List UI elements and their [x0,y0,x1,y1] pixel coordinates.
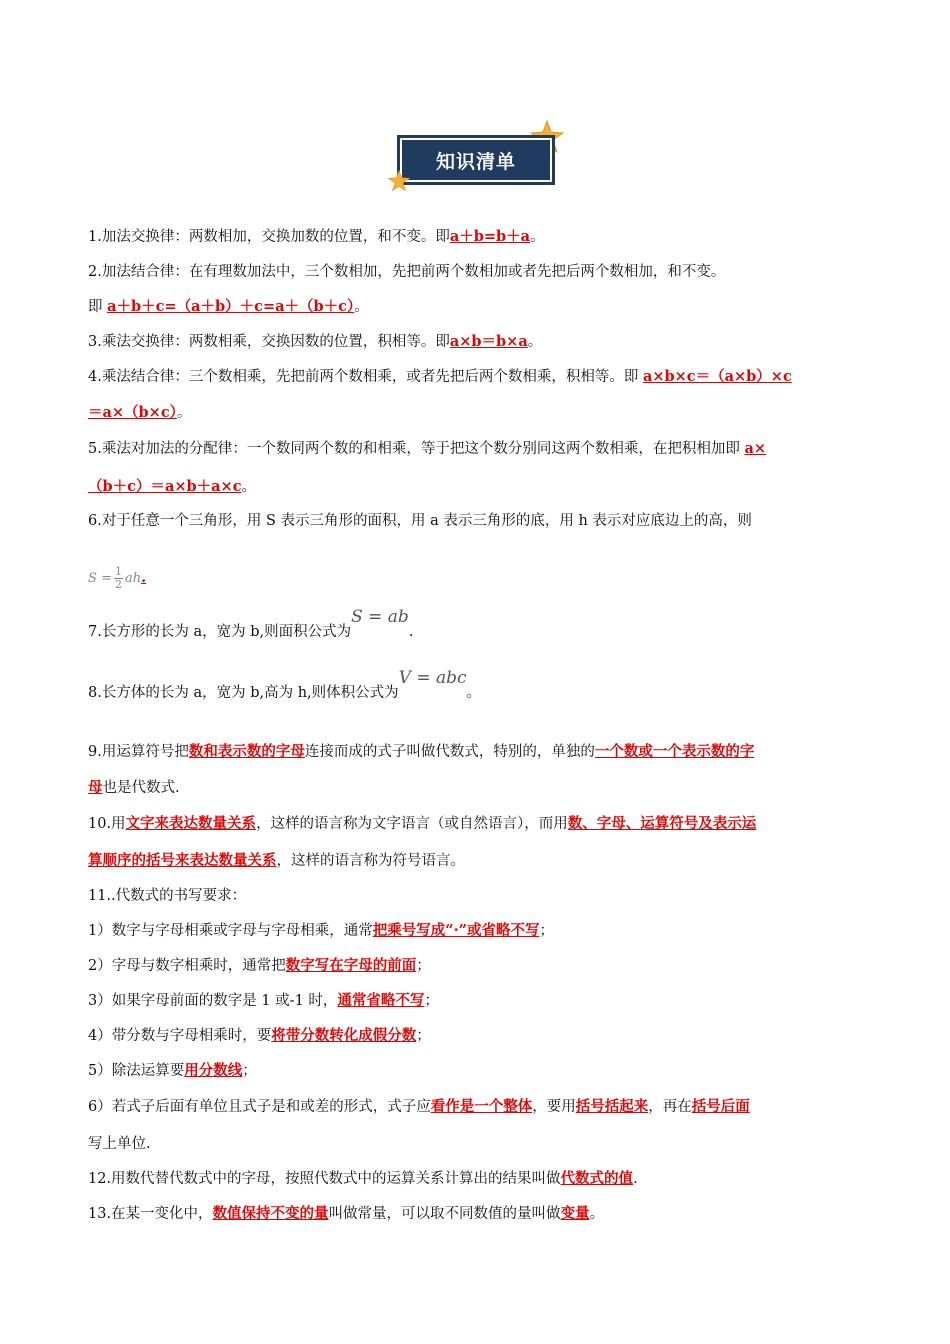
item-3: 3.乘法交换律：两数相乘，交换因数的位置，积相等。即a×b＝b×a。 [88,333,543,350]
cuboid-volume-formula: V = abc [398,668,467,688]
item-5-cont: （b＋c）＝a×b＋a×c。 [88,478,257,495]
item-1: 1.加法交换律：两数相加，交换加数的位置，和不变。即a＋b=b＋a。 [88,228,545,245]
item-5: 5.乘法对加法的分配律：一个数同两个数的和相乘，等于把这个数分别同这两个数相乘，在把积相加即 a× [88,440,766,457]
item-8: 8.长方体的长为 a，宽为 b,高为 h,则体积公式为V = abc。 [88,668,482,701]
item-13: 13.在某一变化中，数值保持不变的量叫做常量，可以取不同数值的量叫做变量。 [88,1205,605,1222]
item-10: 10.用文字来表达数量关系，这样的语言称为文字语言（或自然语言），而用数、字母、运算符号及表示运 [88,815,757,832]
rule-4: 4）带分数与字母相乘时，要将带分数转化成假分数； [88,1027,431,1044]
item-6-formula: S = $\frac{1}{2}$ ah. [88,565,147,591]
item-9-cont: 母也是代数式. [88,779,180,796]
star-icon [388,170,410,192]
section-banner [388,120,566,194]
banner-title: 知识清单 [435,150,516,173]
banner-box [400,138,552,182]
item-11: 11..代数式的书写要求： [88,888,247,904]
rule-5: 5）除法运算要用分数线； [88,1062,257,1079]
item-9: 9.用运算符号把数和表示数的字母连接而成的式子叫做代数式，特别的，单独的一个数或一个表示数的字 [88,743,755,760]
rule-6: 6）若式子后面有单位且式子是和或差的形式，式子应看作是一个整体，要用括号括起来，再在括号后面 [88,1098,750,1115]
item-12: 12.用数代替代数式中的字母，按照代数式中的运算关系计算出的结果叫做代数式的值. [88,1170,638,1187]
item-4-cont: ＝a×（b×c）。 [88,404,192,421]
rule-3: 3）如果字母前面的数字是 1 或-1 时，通常省略不写； [88,992,439,1009]
item-6: 6.对于任意一个三角形，用 S 表示三角形的面积，用 a 表示三角形的底，用 h 表示对应底边上的高，则 [88,513,752,529]
rule-1: 1）数字与字母相乘或字母与字母相乘，通常把乘号写成“·”或省略不写； [88,922,554,939]
item-2-cont: 即 a＋b＋c=（a＋b）＋c=a＋（b＋c）。 [88,298,369,315]
item-7: 7.长方形的长为 a，宽为 b,则面积公式为S = ab. [88,607,414,640]
rule-6-cont: 写上单位. [88,1136,151,1152]
rule-2: 2）字母与数字相乘时，通常把数字写在字母的前面； [88,957,431,974]
item-4: 4.乘法结合律：三个数相乘，先把前两个数相乘，或者先把后两个数相乘，积相等。即 a×b×c＝（a×b）×c [88,368,792,385]
item-10-cont: 算顺序的括号来表达数量关系，这样的语言称为符号语言。 [88,852,465,869]
area-formula: S = $\frac{1}{2}$ ah [88,565,142,591]
item-2: 2.加法结合律：在有理数加法中，三个数相加，先把前两个数相加或者先把后两个数相加，和不变。 [88,264,726,280]
rect-area-formula: S = ab [351,607,409,627]
